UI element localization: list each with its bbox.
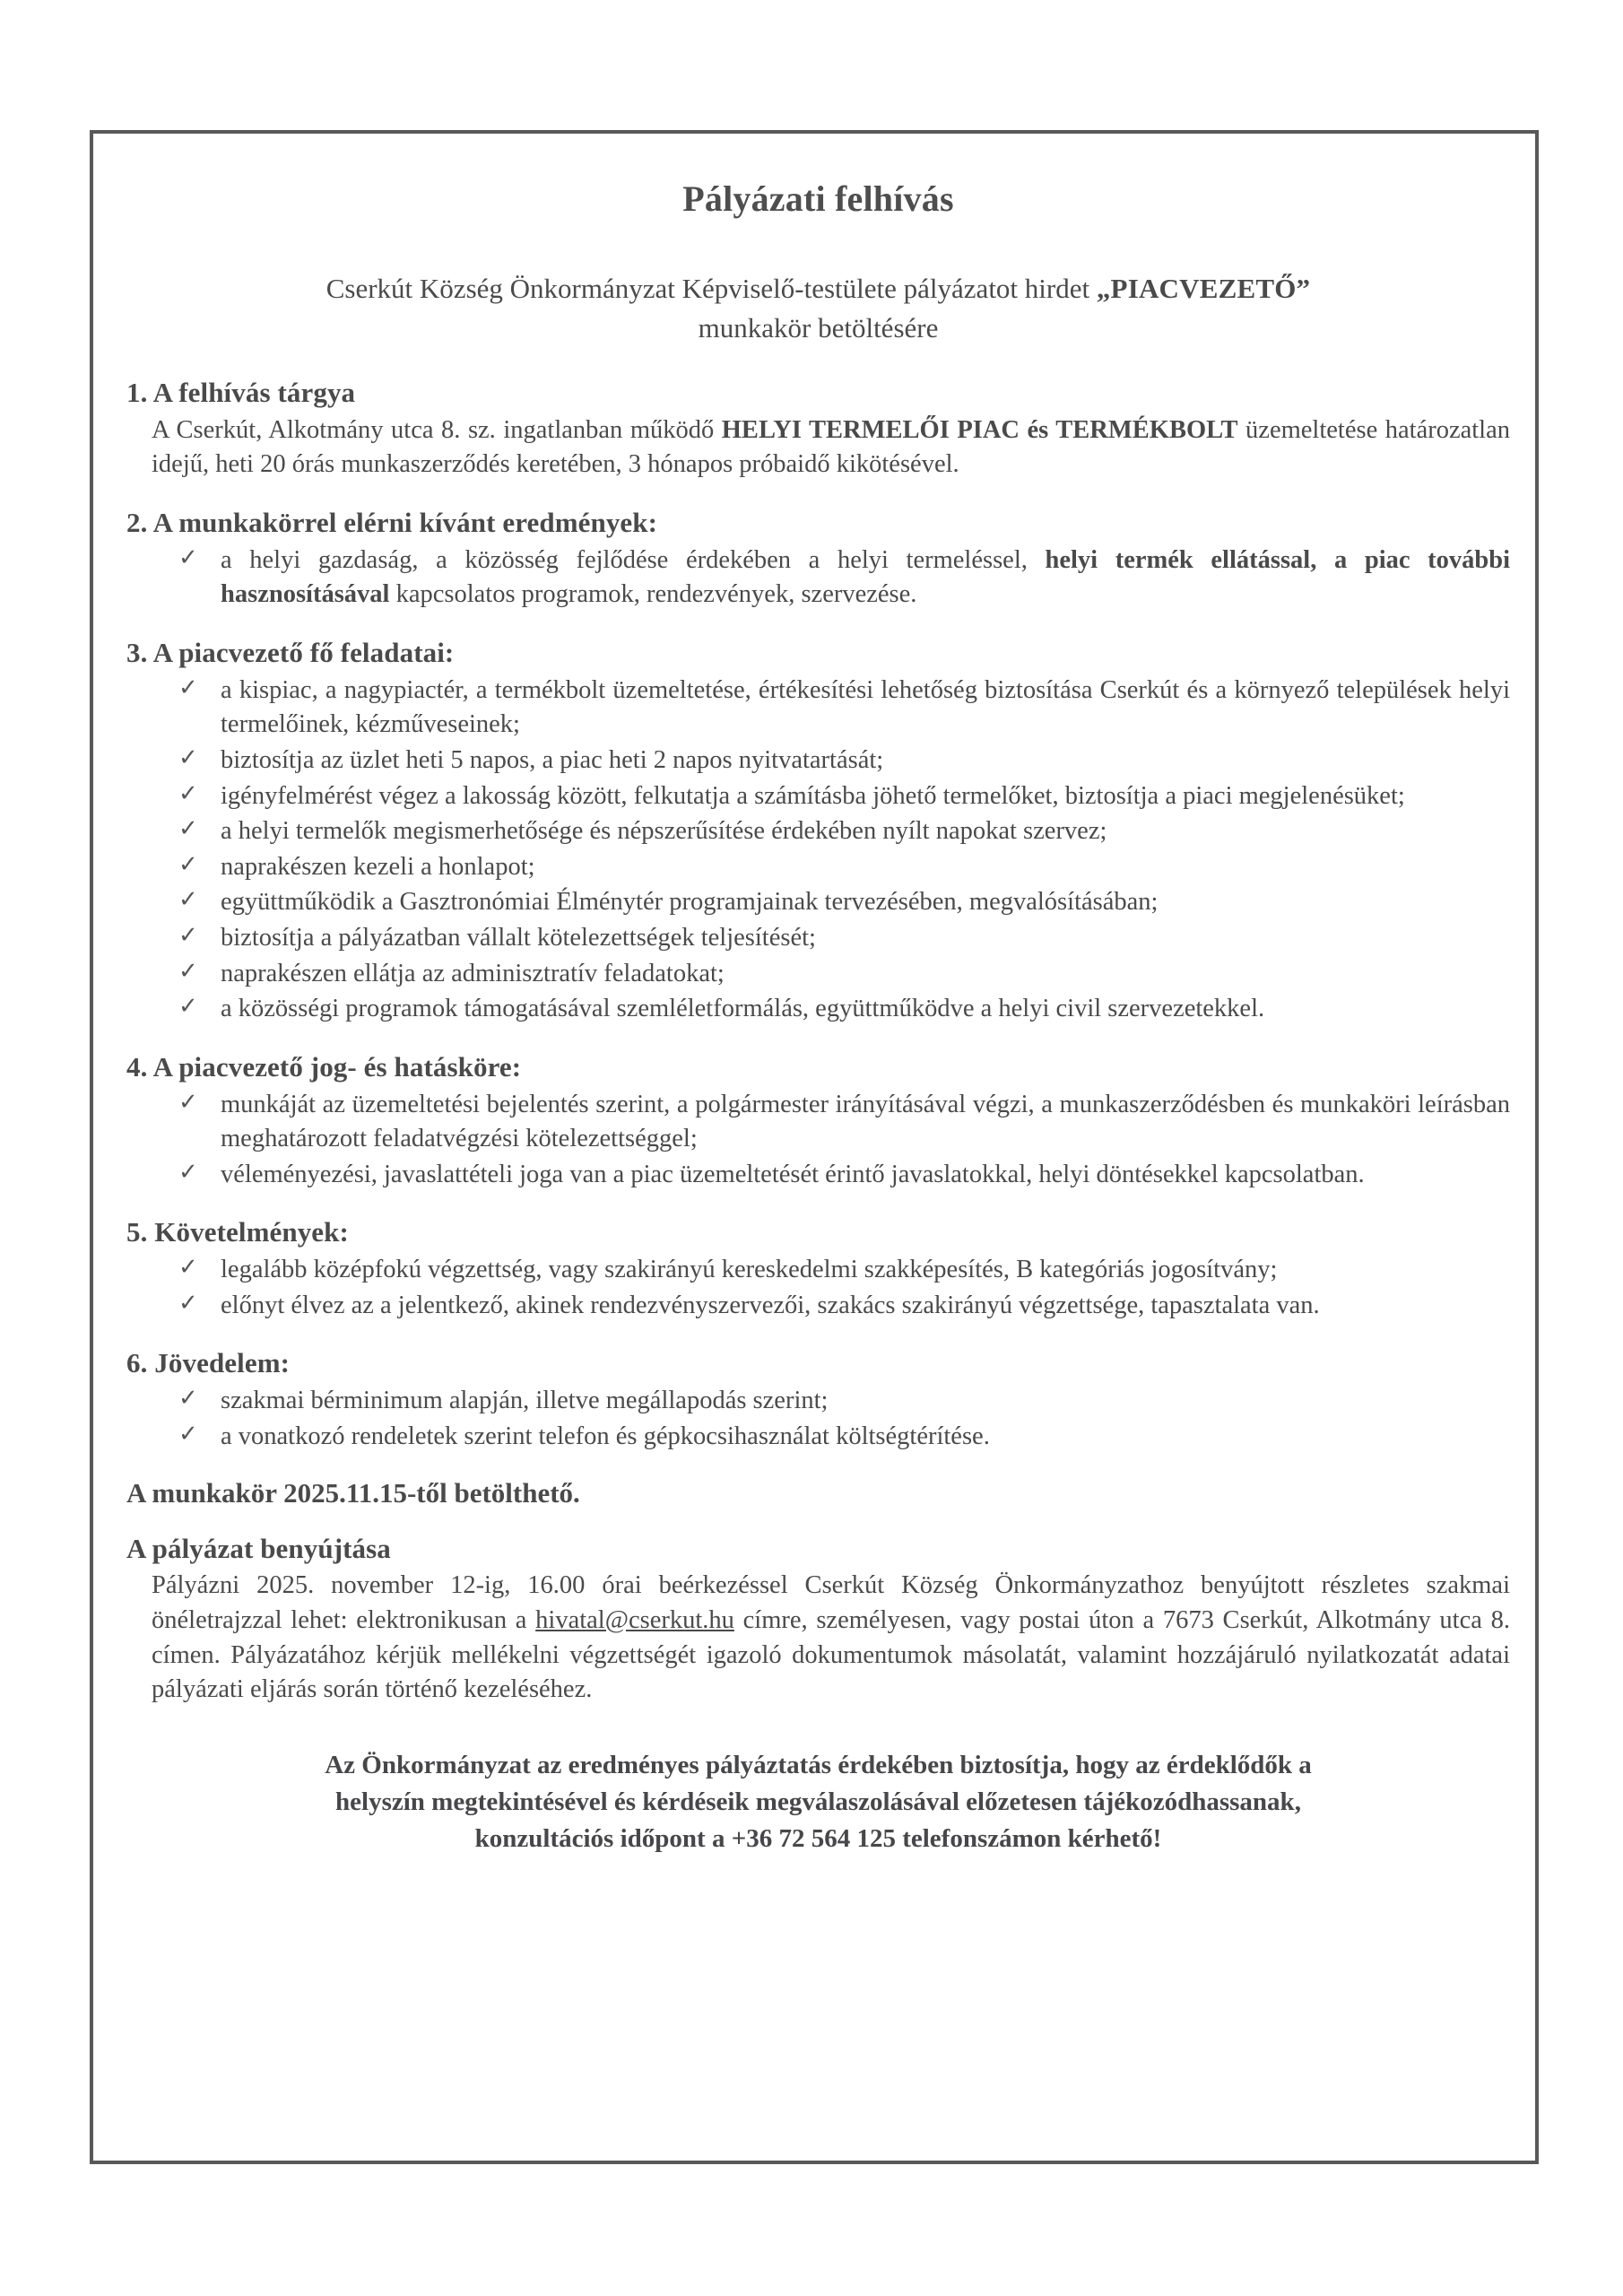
- list-item-label: igényfelmérést végez a lakosság között, felkutatja a számításba jöhető termelőket, biztosítja a piaci megjelenésüket;: [221, 781, 1405, 810]
- section-heading-5: 5. Követelmények:: [126, 1216, 349, 1248]
- submission-heading: A pályázat benyújtása: [126, 1532, 391, 1564]
- check-icon: ✓: [178, 921, 198, 949]
- section-1-text-part2: üzemeltetése határozatlan idejű, heti 20 órás munkaszerződés keretében, 3 hónapos próbaidő kikötésével.: [152, 415, 1510, 479]
- document-subtitle: [126, 269, 1510, 348]
- section-heading-3: 3. A piacvezető fő feladatai:: [126, 636, 455, 668]
- list-item: [178, 992, 1510, 1027]
- list-item-label: a közösségi programok támogatásával szemléletformálás, együttműködve a helyi civil szervezetekkel.: [221, 995, 1265, 1023]
- list-item-label: naprakészen kezeli a honlapot;: [221, 852, 535, 881]
- section-heading-6: 6. Jövedelem:: [126, 1347, 291, 1379]
- list-item-label: biztosítja a pályázatban vállalt kötelezettségek teljesítését;: [221, 923, 816, 952]
- page-title: Pályázati felhívás: [682, 178, 954, 219]
- list-item: [178, 1158, 1510, 1193]
- section-heading-2: 2. A munkakörrel elérni kívánt eredmények:: [126, 507, 658, 538]
- list-item: [178, 1420, 1510, 1455]
- check-icon: ✓: [178, 1254, 198, 1282]
- section-2-list: [126, 544, 1510, 613]
- check-icon: ✓: [178, 993, 198, 1021]
- list-item: [178, 850, 1510, 885]
- check-icon: ✓: [178, 957, 198, 985]
- document-page-border: [90, 130, 1539, 2164]
- check-icon: ✓: [178, 674, 198, 701]
- subtitle-suffix-text: munkakör betöltésére: [698, 312, 939, 344]
- list-item-label: előnyt élvez az a jelentkező, akinek rendezvényszervezői, szakács szakirányú végzettsége, tapasztalata van.: [221, 1291, 1320, 1319]
- submission-paragraph: [126, 1569, 1510, 1707]
- list-item: [178, 1384, 1510, 1419]
- document-content: [126, 134, 1510, 1857]
- subtitle-prefix-text: Cserkút Község Önkormányzat Képviselő-testülete pályázatot hirdet: [325, 273, 1097, 304]
- subtitle-position-name: „PIACVEZETŐ”: [1096, 273, 1311, 304]
- list-item-label: naprakészen ellátja az adminisztratív feladatokat;: [221, 959, 725, 987]
- check-icon: ✓: [178, 850, 198, 878]
- check-icon: ✓: [178, 1088, 198, 1116]
- closing-line-2: helyszín megtekintésével és kérdéseik megválaszolásával előzetesen tájékozódhassanak,: [335, 1787, 1301, 1816]
- submission-text-part1: Pályázni 2025. november 12-ig, 16.00 órai beérkezéssel Cserkút Község Önkormányzathoz benyújtott részletes szakmai önéletrajzzal lehet: elektronikusan a: [152, 1571, 1510, 1634]
- section-5-list: [126, 1253, 1510, 1323]
- list-item: [178, 544, 1510, 613]
- section-1-bold-phrase: HELYI TERMELŐI PIAC és TERMÉKBOLT: [721, 415, 1238, 444]
- list-item-label: együttműködik a Gasztronómiai Élménytér programjainak tervezésében, megvalósításában;: [221, 888, 1159, 917]
- email-link[interactable]: hivatal@cserkut.hu: [535, 1605, 734, 1634]
- list-item: [178, 1289, 1510, 1324]
- item-bold-phrase: helyi termék ellátással, a piac további hasznosításával: [221, 545, 1510, 609]
- list-item: [178, 779, 1510, 814]
- check-icon: ✓: [178, 886, 198, 914]
- list-item-label: szakmai bérminimum alapján, illetve megállapodás szerint;: [221, 1387, 829, 1415]
- list-item: [178, 885, 1510, 920]
- list-item-label: biztosítja az üzlet heti 5 napos, a piac heti 2 napos nyitvatartását;: [221, 745, 884, 774]
- submission-text-part2: címre, személyesen, vagy postai úton a 7673 Cserkút, Alkotmány utca 8. címen. Pályázatához kérjük mellékelni végzettségét igazoló dokumentumok másolatát, valamint hozzájáruló nyilatkozatát adatai pályázati eljárás során történő kezeléséhez.: [152, 1605, 1510, 1704]
- list-item-label: a helyi termelők megismerhetősége és népszerűsítése érdekében nyílt napokat szervez;: [221, 817, 1107, 846]
- check-icon: ✓: [178, 744, 198, 771]
- closing-statement: [126, 1747, 1510, 1858]
- section-6-list: [126, 1384, 1510, 1454]
- list-item-label: a kispiac, a nagypiactér, a termékbolt üzemeltetése, értékesítési lehetőség biztosítása Cserkút és a környező települések helyi termelőinek, kézműveseinek;: [221, 675, 1510, 739]
- section-1-text-part1: A Cserkút, Alkotmány utca 8. sz. ingatlanban működő: [152, 415, 722, 444]
- list-item: [178, 1253, 1510, 1288]
- list-item-label: véleményezési, javaslattételi joga van a piac üzemeltetését érintő javaslatokkal, helyi döntésekkel kapcsolatban.: [221, 1160, 1365, 1188]
- section-1-paragraph: [126, 413, 1510, 483]
- item-text-part1: a helyi gazdaság, a közösség fejlődése érdekében a helyi termeléssel,: [221, 545, 1046, 574]
- check-icon: ✓: [178, 815, 198, 843]
- list-item: [178, 1088, 1510, 1157]
- check-icon: ✓: [178, 544, 198, 571]
- list-item-label: a vonatkozó rendeletek szerint telefon és gépkocsihasználat költségtérítése.: [221, 1422, 990, 1450]
- item-text-part2: kapcsolatos programok, rendezvények, szervezése.: [389, 580, 917, 609]
- list-item: [178, 957, 1510, 992]
- check-icon: ✓: [178, 1158, 198, 1186]
- check-icon: ✓: [178, 779, 198, 807]
- list-item-label: legalább középfokú végzettség, vagy szakirányú kereskedelmi szakképesítés, B kategóriás jogosítvány;: [221, 1256, 1278, 1284]
- section-heading-4: 4. A piacvezető jog- és hatásköre:: [126, 1050, 522, 1083]
- check-icon: ✓: [178, 1289, 198, 1317]
- check-icon: ✓: [178, 1420, 198, 1448]
- list-item: [178, 674, 1510, 743]
- check-icon: ✓: [178, 1385, 198, 1413]
- list-item: [178, 744, 1510, 778]
- closing-line-1: Az Önkormányzat az eredményes pályáztatás érdekében biztosítja, hogy az érdeklődők a: [325, 1750, 1312, 1779]
- closing-line-3: konzultációs időpont a +36 72 564 125 telefonszámon kérhető!: [474, 1824, 1162, 1854]
- list-item-label: munkáját az üzemeltetési bejelentés szerint, a polgármester irányításával végzi, a munkaszerződésben és munkaköri leírásban meghatározott feladatvégzési kötelezettséggel;: [221, 1090, 1510, 1153]
- section-3-list: [126, 674, 1510, 1027]
- list-item: [178, 814, 1510, 849]
- availability-statement: A munkakör 2025.11.15-től betölthető.: [126, 1477, 580, 1509]
- list-item: [178, 921, 1510, 956]
- section-4-list: [126, 1088, 1510, 1193]
- section-heading-1: 1. A felhívás tárgya: [126, 377, 356, 409]
